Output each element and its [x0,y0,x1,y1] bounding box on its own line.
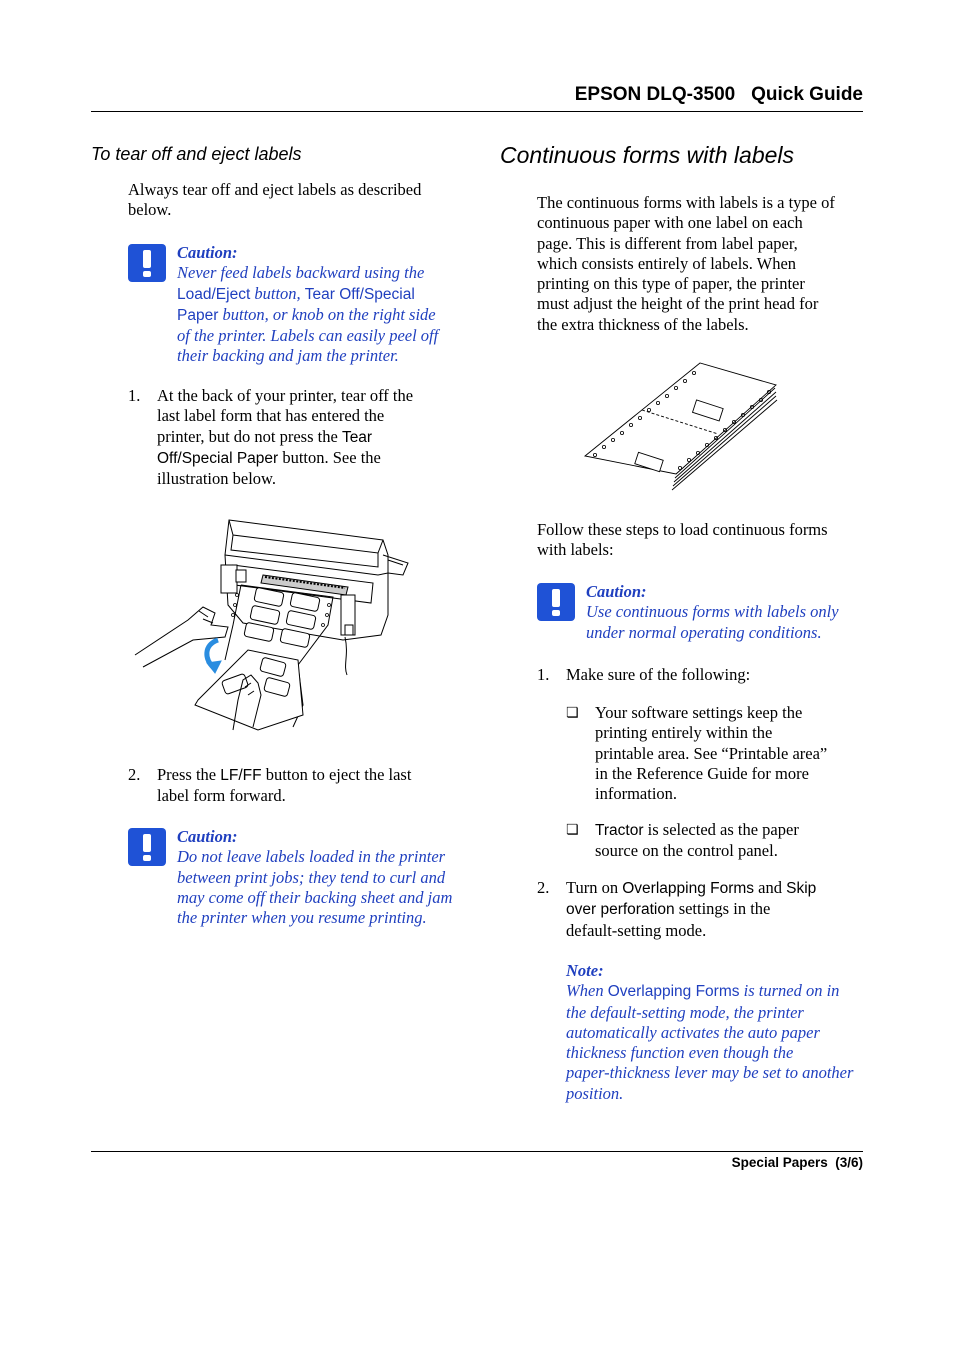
caution-icon [537,583,575,621]
header-rule [91,111,863,112]
right-heading: Continuous forms with labels [500,142,795,168]
caution-icon [128,828,166,866]
right-step-1: Make sure of the following: [566,665,751,684]
caution-block-2: Caution: Do not leave labels loaded in the printer between print jobs; they tend to curl and may come off their backing sheet and jam the printer when you resume printing. [177,827,453,928]
caution-icon [128,244,166,282]
right-follow: Follow these steps to load continuous forms with labels: [537,520,828,560]
note-block: Note: When Overlapping Forms is turned on in the default-setting mode, the printer automatically activates the auto paper thickness function even though the paper-thickness lever may be set to another position. [566,961,854,1103]
left-heading: To tear off and eject labels [91,144,302,164]
step-number: 1. [128,386,141,405]
caution-label: Caution: [177,827,238,846]
right-step-2: Turn on Overlapping Forms and Skip over perforation settings in the default-setting mode. [566,878,817,940]
right-intro: The continuous forms with labels is a type of continuous paper with one label on each page. This is different from label paper, which consists entirely of labels. When printing on this type of paper, the printer must adjust the height of the print head for the extra thickness of the labels. [537,193,835,334]
caution-label: Caution: [586,582,647,601]
step-number: 1. [537,665,550,684]
note-label: Note: [566,961,604,980]
continuous-forms-illustration [580,358,785,498]
bullet-item: Your software settings keep the printing entirely within the printable area. See “Printable area” in the Reference Guide for more information. [595,703,828,804]
caution-block-1: Caution: Never feed labels backward using the Load/Eject button, Tear Off/Special Paper button, or knob on the right side of the printer. Labels can easily peel off their backing and jam the printer. [177,243,439,366]
step-number: 2. [128,765,141,784]
left-step-2: Press the LF/FF button to eject the last label form forward. [157,765,412,806]
checkbox-bullet-icon: ❏ [566,822,579,838]
left-intro: Always tear off and eject labels as described below. [128,180,422,220]
footer-page: Special Papers (3/6) [731,1155,863,1170]
bullet-item: Tractor is selected as the paper source on the control panel. [595,820,799,861]
checkbox-bullet-icon: ❏ [566,705,579,721]
header-title: EPSON DLQ-3500 Quick Guide [574,84,863,105]
step-number: 2. [537,878,550,897]
footer-rule [91,1151,863,1152]
caution-block-3: Caution: Use continuous forms with labels only under normal operating conditions. [586,582,839,642]
printer-tear-illustration [133,515,413,735]
caution-label: Caution: [177,243,238,262]
left-step-1: At the back of your printer, tear off the last label form that has entered the printer, but do not press the Tear Off/Special Paper button. See the illustration below. [157,386,414,489]
